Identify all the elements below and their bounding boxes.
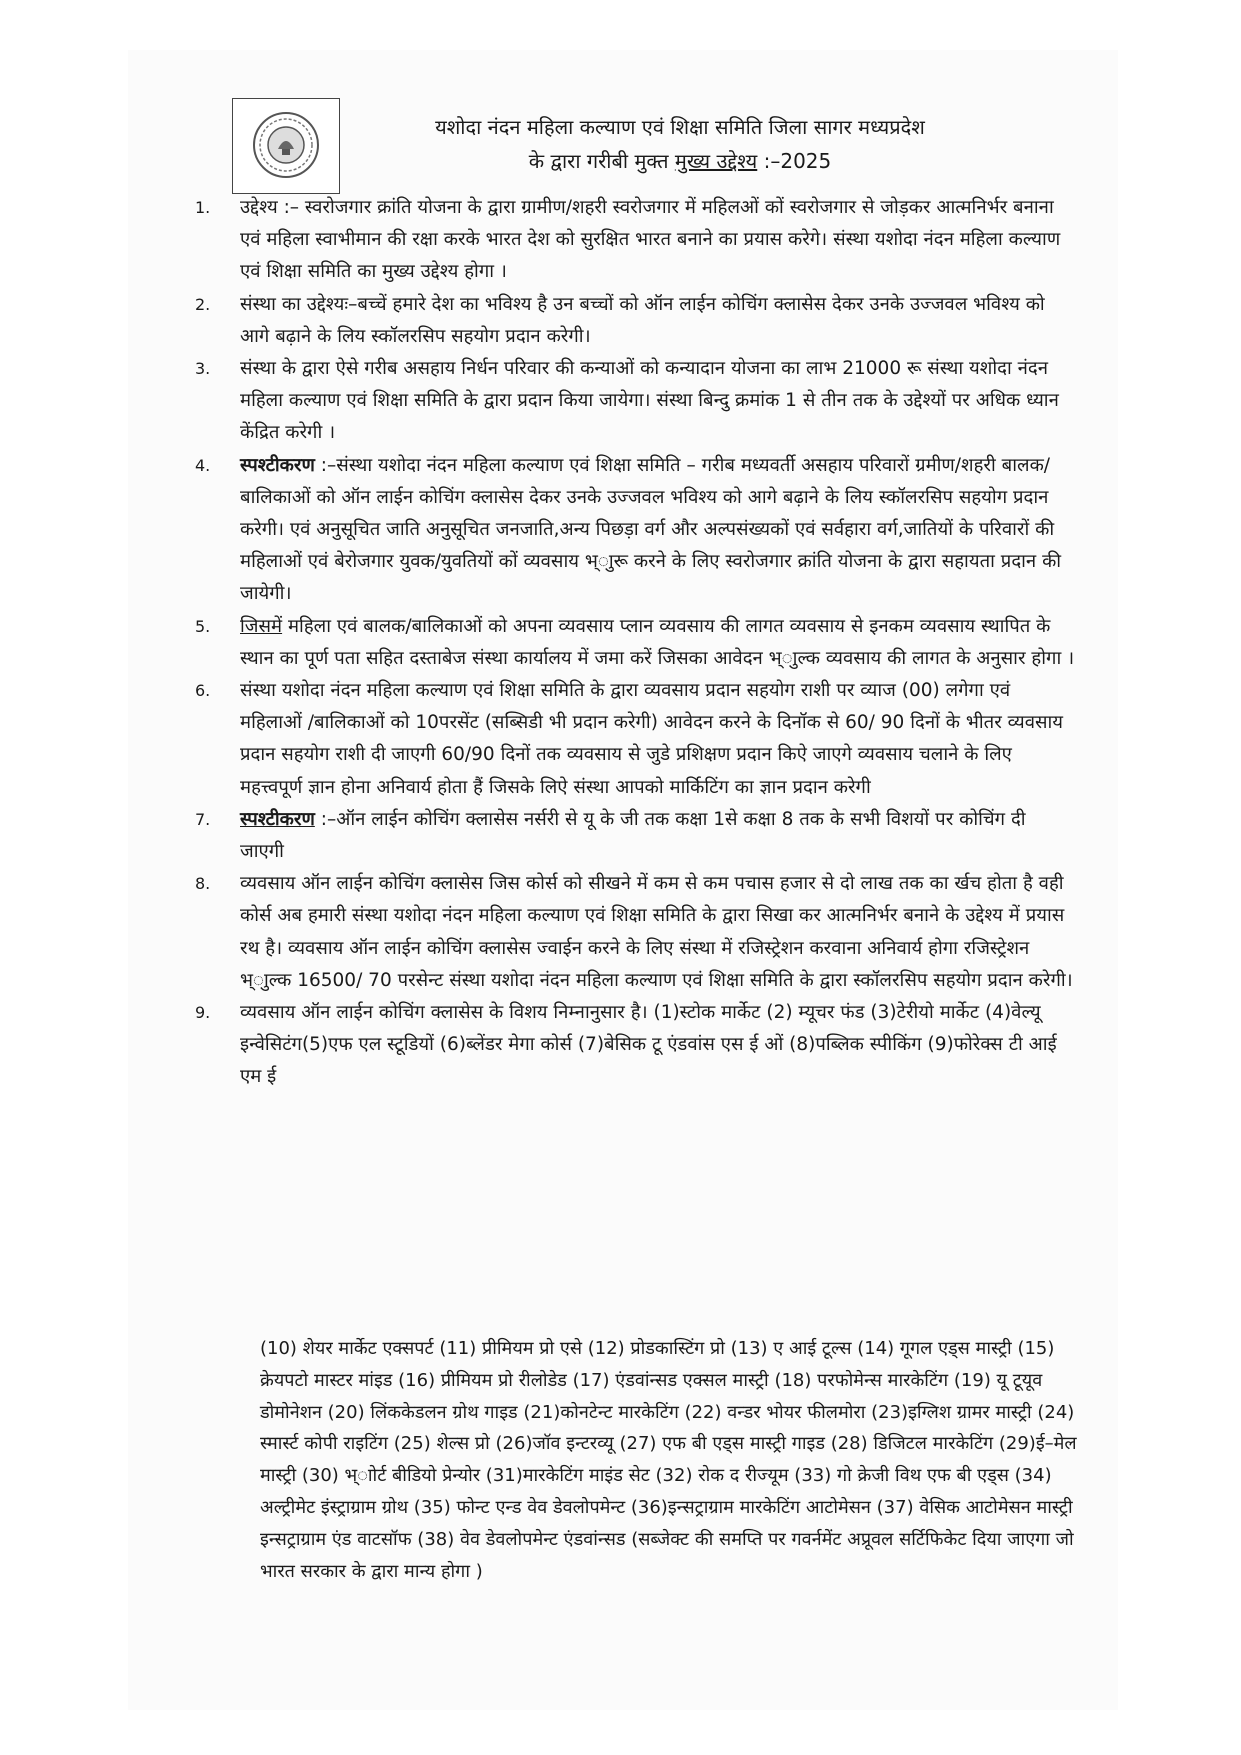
header-line-1: यशोदा नंदन महिला कल्याण एवं शिक्षा समिति जिला सागर मध्यप्रदेश [435, 115, 925, 139]
item-text: व्यवसाय ऑन लाईन कोचिंग क्लासेस के विशय निम्नानुसार है। (1)स्टोक मार्केट (2) म्यूचर फंड (3)टेरीयो मार्केट (4)वेल्यू इन्वेसिटंग(5)एफ एल स्टूडियों (6)ब्लेंडर मेगा कोर्स (7)बेसिक टू एंडवांस एस ई ओं (8)पब्लिक स्पीकिंग (9)फोरेक्स टी आई एम ई [240, 1002, 1057, 1088]
item-text: संस्था के द्वारा ऐसे गरीब असहाय निर्धन परिवार की कन्याओं को कन्यादान योजना का लाभ 21000 रू संस्था यशोदा नंदन महिला कल्याण एवं शिक्षा समिति के द्वारा प्रदान किया जायेगा। संस्था बिन्दु क्रमांक 1 से तीन तक के उद्देश्यों पर अधिक ध्यान केंद्रित करेगी । [240, 358, 1059, 444]
header-line-2 [360, 144, 1000, 178]
document-header [360, 110, 1000, 178]
list-item [195, 192, 1075, 289]
list-item [195, 868, 1075, 997]
item-number: 7. [195, 809, 211, 829]
item-label: जिसमें [240, 615, 283, 637]
item-text: उद्देश्य :– स्वरोजगार क्रांति योजना के द्वारा ग्रामीण/शहरी स्वरोजगार में महिलओं कों स्वरोजगार से जोड़कर आत्मनिर्भर बनाना एवं महिला स्वाभीमान की रक्षा करके भारत देश को सुरक्षित भारत बनाने का प्रयास करेगे। संस्था यशोदा नंदन महिला कल्याण एवं शिक्षा समिति का मुख्य उद्देश्य होगा । [240, 197, 1061, 283]
item-number: 6. [195, 681, 211, 701]
item-text: संस्था यशोदा नंदन महिला कल्याण एवं शिक्षा समिति के द्वारा व्यवसाय प्रदान सहयोग राशी पर व्याज (00) लगेगा एवं महिलाओं /बालिकाओं को 10परसेंट (सब्सिडी भी प्रदान करेगी) आवेदन करने के दिनॉक से 60/ 90 दिनों के भीतर व्यवसाय प्रदान सहयोग राशी दी जाएगी 60/90 दिनों तक व्यवसाय से जुडे प्रशिक्षण प्रदान किऐ जाएगे व्यवसाय चलाने के लिए महत्त्वपूर्ण ज्ञान होना अनिवार्य होता हैं जिसके लिऐ संस्था आपको मार्किटिंग का ज्ञान प्रदान करेगी [240, 680, 1064, 798]
item-number: 2. [195, 294, 211, 314]
item-number: 9. [195, 1003, 211, 1023]
list-item [195, 804, 1075, 868]
list-item [195, 675, 1075, 804]
list-item [195, 611, 1075, 675]
item-text: महिला एवं बालक/बालिकाओं को अपना व्यवसाय प्लान व्यवसाय की लागत व्यवसाय से इनकम व्यवसाय स्थापित के स्थान का पूर्ण पता सहित दस्ताबेज संस्था कार्यालय में जमा करें जिसका आवेदन भ्ाुल्क व्यवसाय की लागत के अनुसार होगा । [240, 615, 1075, 669]
list-item [195, 997, 1075, 1094]
header-line-2-prefix: के द्वारा गरीबी मुक्त [528, 149, 675, 173]
item-text: व्यवसाय ऑन लाईन कोचिंग क्लासेस जिस कोर्स को सीखने में कम से कम पचास हजार से दो लाख तक का र्खच होता है वही कोर्स अब हमारी संस्था यशोदा नंदन महिला कल्याण एवं शिक्षा समिति के द्वारा सिखा कर आत्मनिर्भर बनाने के उद्देश्य में प्रयास रथ है। व्यवसाय ऑन लाईन कोचिंग क्लासेस ज्वाईन करने के लिए संस्था में रजिस्ट्रेशन करवाना अनिवार्य होगा रजिस्ट्रेशन भ्ाुल्क 16500/ 70 परसेन्ट संस्था यशोदा नंदन महिला कल्याण एवं शिक्षा समिति के द्वारा स्कॉलरसिप सहयोग प्रदान करेगी। [240, 873, 1073, 991]
item-text: :–ऑन लाईन कोचिंग क्लासेस नर्सरी से यू के जी तक कक्षा 1से कक्षा 8 तक के सभी विशयों पर कोचिंग दी जाएगी [240, 808, 1026, 863]
list-item [195, 450, 1075, 611]
seal-icon [251, 109, 321, 181]
item-number: 5. [195, 616, 211, 636]
list-item [195, 289, 1075, 353]
item-label: स्पश्टीकरण [240, 454, 315, 476]
item-number: 8. [195, 874, 211, 894]
objectives-list [195, 192, 1075, 1094]
item-number: 3. [195, 359, 211, 379]
item-text: संस्था का उद्देश्यः–बच्चें हमारे देश का भविश्य है उन बच्चों को ऑन लाईन कोचिंग क्लासेस देकर उनके उज्जवल भविश्य को आगे बढ़ाने के लिय स्कॉलरसिप सहयोग प्रदान करेगी। [240, 293, 1045, 347]
header-underlined-text: मुख्य उद्देश्य [674, 149, 758, 173]
item-number: 4. [195, 455, 211, 475]
course-topics-continued: (10) शेयर मार्केट एक्सपर्ट (11) प्रीमियम प्रो एसे (12) प्रोडकास्टिंग प्रो (13) ए आई टूल्स (14) गूगल एड्स मास्ट्री (15) क्रेयपटो मास्टर मांइड (16) प्रीमियम प्रो रीलोडेड (17) एंडवांन्सड एक्सल मास्ट्री (18) परफोमेन्स मारकेटिंग (19) यू टूयूव डोमोनेशन (20) लिंककेडलन ग्रोथ गाइड (21)कोनटेन्ट मारकेटिंग (22) वन्डर भोयर फीलमोरा (23)इग्लिश ग्रामर मास्ट्री (24) स्मार्स्ट कोपी राइटिंग (25) शेल्स प्रो (26)जॉव इन्टरव्यू (27) एफ बी एड्स मास्ट्री गाइड (28) डिजिटल मारकेटिंग (29)ई–मेल मास्ट्री (30) भ्ाोर्ट बीडियो प्रेन्योर (31)मारकेटिंग माइंड सेट (32) रोक द रीज्यूम (33) गो क्रेजी विथ एफ बी एड्स (34) अल्ट्रीमेट इंस्ट्राग्राम ग्रोथ (35) फोन्ट एन्ड वेव डेवलोपमेन्ट (36)इन्सट्राग्राम मारकेटिंग आटोमेसन (37) वेसिक आटोमेसन मास्ट्री इन्सट्राग्राम एंड वाटसॉफ (38) वेव डेवलोपमेन्ट एंडवांन्सड (सब्जेक्ट की समप्ति पर गवर्नमेंट अप्रूवल सर्टिफिकेट दिया जाएगा जो भारत सरकार के द्वारा मान्य होगा ) [260, 1338, 1077, 1582]
item-text: :–संस्था यशोदा नंदन महिला कल्याण एवं शिक्षा समिति – गरीब मध्यवर्ती असहाय परिवारों ग्रमीण/शहरी बालक/बालिकाओं को ऑन लाईन कोचिंग क्लासेस देकर उनके उज्जवल भविश्य को आगे बढ़ाने के लिय स्कॉलरसिप सहयोग प्रदान करेगी। एवं अनुसूचित जाति अनुसूचित जनजाति,अन्य पिछड़ा वर्ग और अल्पसंख्यकों एवं सर्वहारा वर्ग,जातियों के परिवारों की महिलाओं एवं बेरोजगार युवक/युवतियों कों व्यवसाय भ्ाुरू करने के लिए स्वरोजगार क्रांति योजना के द्वारा सहायता प्रदान की जायेगी। [240, 454, 1062, 605]
item-label: स्पश्टीकरण [240, 808, 315, 830]
header-line-2-suffix: :–2025 [757, 149, 832, 173]
item-number: 1. [195, 198, 211, 217]
organization-logo [232, 98, 340, 194]
list-item [195, 353, 1075, 450]
